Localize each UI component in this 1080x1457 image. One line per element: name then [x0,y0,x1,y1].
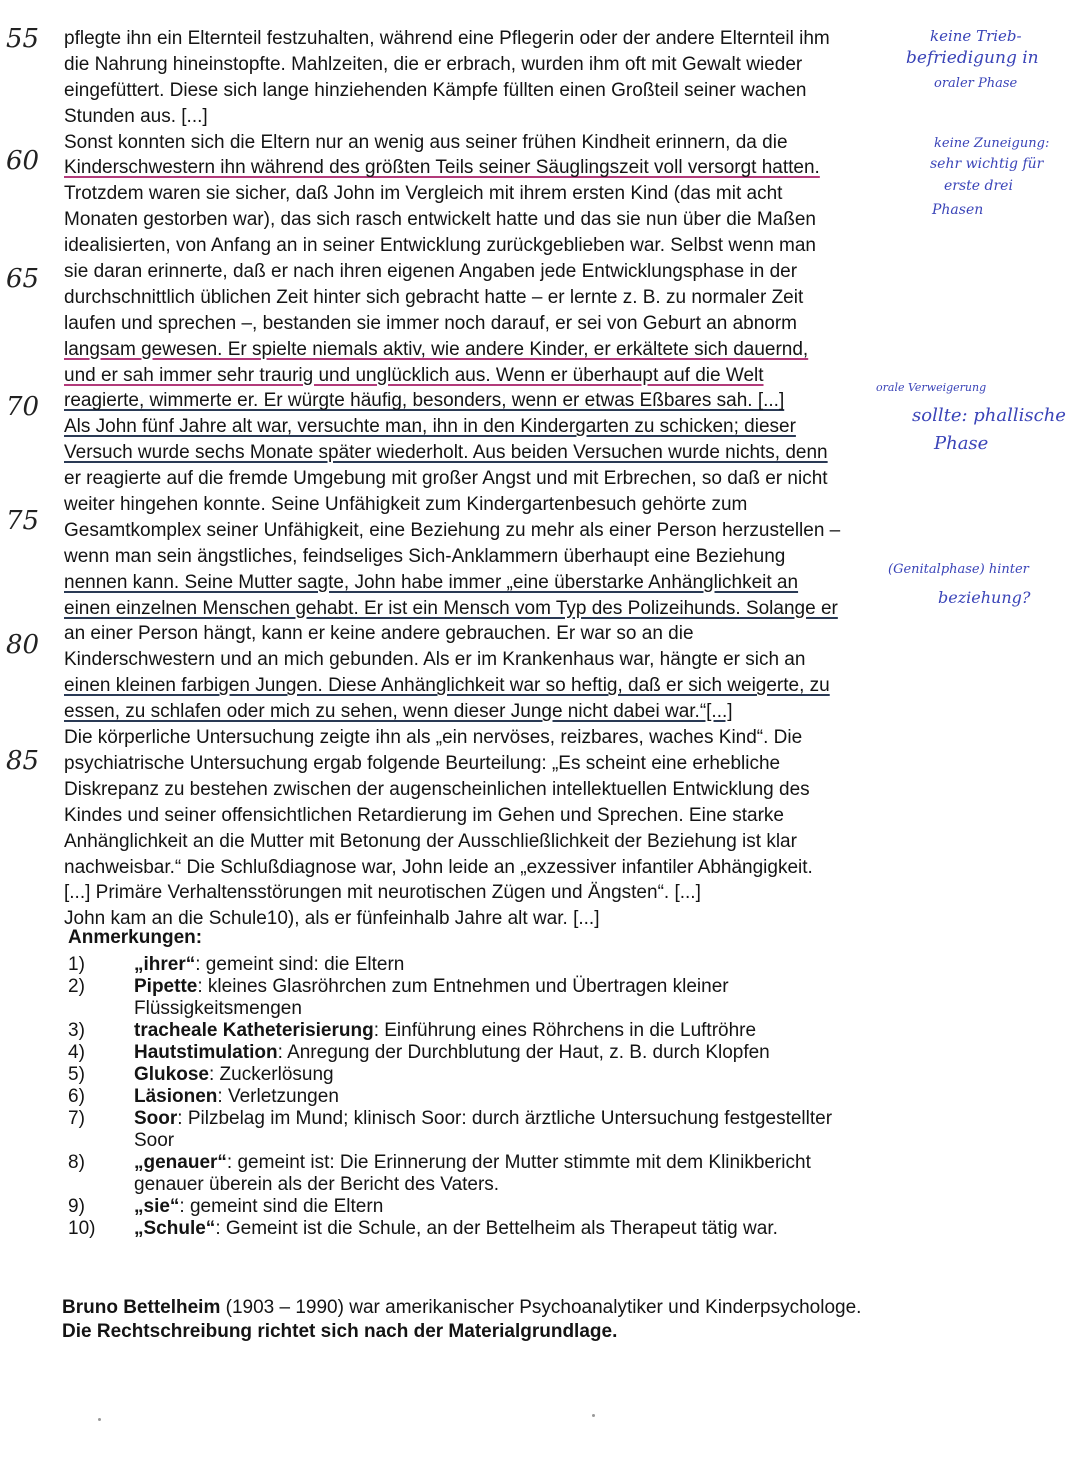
annotation-text: : gemeint ist: Die Erinnerung der Mutter stimmte mit dem Klinikbericht [226,1152,811,1173]
text-line: nachweisbar.“ Die Schlußdiagnose war, John leide an „exzessiver infantiler Abhängigkeit. [64,856,813,878]
annotation-text: : Gemeint ist die Schule, an der Bettelheim als Therapeut tätig war. [215,1218,778,1239]
annotation-term: Läsionen [134,1086,218,1107]
author-bio [62,1296,942,1320]
annotation-term: „genauer“ [134,1152,227,1173]
spelling-note: Die Rechtschreibung richtet sich nach der Materialgrundlage. [62,1321,618,1342]
annotation-number: 1) [68,954,85,975]
annotation-text: : Anregung der Durchblutung der Haut, z. B. durch Klopfen [277,1042,770,1063]
annotation-item [68,1152,948,1196]
annotation-continuation: Soor [134,1130,175,1151]
line-number: 85 [6,746,40,776]
text-line: Sonst konnten sich die Eltern nur an wenig aus seiner frühen Kindheit erinnern, da die [64,131,788,153]
text-line: sie daran erinnerte, daß er nach ihren eigenen Angaben jede Entwicklungsphase in der [64,261,798,283]
annotation-number: 2) [68,976,85,997]
annotation-number: 4) [68,1042,85,1063]
handwritten-note: Phasen [932,202,984,218]
annotation-item [68,1020,948,1042]
handwritten-note: oraler Phase [934,76,1018,91]
annotation-text: : gemeint sind: die Eltern [195,954,405,975]
handwritten-note: (Genitalphase) hinter [888,562,1029,577]
annotation-text: : Verletzungen [217,1086,339,1107]
annotation-number: 5) [68,1064,85,1085]
annotation-item [68,1042,948,1064]
text-line: idealisierten, von Anfang an in seiner Entwicklung zurückgeblieben war. Selbst wenn man [64,235,817,257]
annotation-item [68,1064,948,1086]
handwritten-note: Phase [934,433,989,454]
annotation-continuation: genauer überein als der Bericht des Vaters. [134,1174,500,1195]
text-line: Anhänglichkeit an die Mutter mit Betonung der Ausschließlichkeit der Beziehung ist klar [64,830,797,852]
handwritten-note: erste drei [944,178,1013,194]
handwritten-note: orale Verweigerung [876,381,987,394]
author-name: Bruno Bettelheim [62,1297,221,1318]
footer [62,1296,942,1344]
annotation-term: tracheale Katheterisierung [134,1020,374,1041]
annotation-number: 3) [68,1020,85,1041]
text-line: John kam an die Schule10), als er fünfeinhalb Jahre alt war. [...] [64,908,600,930]
text-line-underlined: nennen kann. Seine Mutter sagte, John habe immer „eine überstarke Anhänglichkeit an [64,571,799,593]
annotation-item [68,954,948,976]
text-line: Trotzdem waren sie sicher, daß John im Vergleich mit ihrem ersten Kind (das mit acht [64,183,783,205]
text-line: er reagierte auf die fremde Umgebung mit großer Angst und mit Erbrechen, so daß er nicht [64,468,828,490]
annotation-number: 9) [68,1196,85,1217]
line-number: 70 [6,392,40,422]
text-line-underlined: langsam gewesen. Er spielte niemals aktiv, wie andere Kinder, er erkältete sich dauernd, [64,338,809,360]
text-line-underlined: und er sah immer sehr traurig und unglücklich aus. Wenn er überhaupt auf die Welt [64,364,764,386]
annotation-text: : kleines Glasröhrchen zum Entnehmen und Übertragen kleiner [197,976,729,997]
author-bio-text: (1903 – 1990) war amerikanischer Psychoanalytiker und Kinderpsychologe. [220,1297,862,1318]
text-line: Kindes und seiner offensichtlichen Retardierung im Gehen und Sprechen. Eine starke [64,804,784,826]
annotation-term: „Schule“ [134,1218,216,1239]
text-line: eingefüttert. Diese sich lange hinziehenden Kämpfe füllten einen Großteil seiner wachen [64,79,807,101]
text-line: [...] Primäre Verhaltensstörungen mit neurotischen Zügen und Ängsten“. [...] [64,882,701,904]
text-line: an einer Person hängt, kann er keine andere gebrauchen. Er war so an die [64,623,694,645]
handwritten-note: beziehung? [938,588,1031,607]
text-line: Gesamtkomplex seiner Unfähigkeit, eine Beziehung zu mehr als einer Person herzustellen – [64,519,841,541]
text-line-underlined: einen kleinen farbigen Jungen. Diese Anhänglichkeit war so heftig, daß er sich weigerte, zu [64,675,830,697]
text-line: laufen und sprechen –, bestanden sie immer noch darauf, er sei von Geburt an abnorm [64,312,797,334]
handwritten-note: keine Trieb- [930,27,1022,45]
text-line: wenn man sein ängstliches, feindseliges Sich-Anklammern überhaupt eine Beziehung [64,545,786,567]
annotation-term: „sie“ [134,1196,180,1217]
handwritten-note: sehr wichtig für [930,156,1044,172]
annotation-item [68,1086,948,1108]
text-line-underlined: Versuch wurde sechs Monate später wiederholt. Aus beiden Versuchen wurde nichts, denn [64,442,828,464]
text-line: durchschnittlich üblichen Zeit hinter sich gebracht hatte – er lernte z. B. zu normaler Zeit [64,286,804,308]
annotation-text: : Zuckerlösung [208,1064,334,1085]
handwritten-note: keine Zuneigung: [934,136,1050,151]
text-line: psychiatrische Untersuchung ergab folgende Beurteilung: „Es scheint eine erhebliche [64,752,781,774]
speck [98,1418,101,1421]
text-line: Kinderschwestern und an mich gebunden. Als er im Krankenhaus war, hängte er sich an [64,649,806,671]
annotation-number: 6) [68,1086,85,1107]
annotation-text: : Einführung eines Röhrchens in die Luftröhre [373,1020,757,1041]
text-line: Monaten gestorben war), das sich rasch entwickelt hatte und das sie nun über die Maßen [64,209,816,231]
annotation-number: 7) [68,1108,85,1129]
text-line: die Nahrung hineinstopfte. Mahlzeiten, die er erbrach, wurden ihm oft mit Gewalt wieder [64,53,803,75]
text-line: Diskrepanz zu bestehen zwischen der augenscheinlichen intellektuellen Entwicklung des [64,778,810,800]
text-line-underlined: essen, zu schlafen oder mich zu sehen, wenn dieser Junge nicht dabei war.“[...] [64,701,733,723]
annotation-item [68,1218,948,1240]
line-number: 75 [6,506,40,536]
handwritten-note: sollte: phallische [912,405,1066,426]
annotation-number: 8) [68,1152,85,1173]
annotation-term: „ihrer“ [134,954,196,975]
text-line-underlined: reagierte, wimmerte er. Er würgte häufig, besonders, wenn er etwas Eßbares sah. [...] [64,390,785,412]
annotation-term: Soor [134,1108,178,1129]
annotation-term: Glukose [134,1064,209,1085]
text-line: weiter hingehen konnte. Seine Unfähigkeit zum Kindergartenbesuch gehörte zum [64,494,748,516]
text-line-underlined: Als John fünf Jahre alt war, versuchte man, ihn in den Kindergarten zu schicken; dieser [64,416,796,438]
annotation-continuation: Flüssigkeitsmengen [134,998,302,1019]
line-number: 65 [6,264,40,294]
annotation-number: 10) [68,1218,96,1239]
text-line: pflegte ihn ein Elternteil festzuhalten, während eine Pflegerin oder der andere Elternteil ihm [64,28,830,49]
annotation-text: : Pilzbelag im Mund; klinisch Soor: durch ärztliche Untersuchung festgestellter [177,1108,833,1129]
text-line: Stunden aus. [...] [64,105,208,127]
annotations-heading: Anmerkungen: [68,927,203,948]
text-line-underlined: Kinderschwestern ihn während des größten Teils seiner Säuglingszeit voll versorgt hatten. [64,157,820,179]
line-number: 55 [6,24,40,54]
annotation-item [68,1108,948,1152]
line-number: 60 [6,146,40,176]
annotation-term: Pipette [134,976,198,997]
annotation-text: : gemeint sind die Eltern [179,1196,384,1217]
speck [592,1414,595,1417]
annotation-term: Hautstimulation [134,1042,278,1063]
annotations-section [68,926,948,1240]
text-line: Die körperliche Untersuchung zeigte ihn als „ein nervöses, reizbares, waches Kind“. Die [64,727,803,749]
annotation-item [68,976,948,1020]
text-line-underlined: einen einzelnen Menschen gehabt. Er ist ein Mensch vom Typ des Polizeihunds. Solange er [64,597,838,619]
annotation-item [68,1196,948,1218]
handwritten-note: befriedigung in [906,48,1039,68]
line-number: 80 [6,630,40,660]
main-text-block [64,26,924,932]
